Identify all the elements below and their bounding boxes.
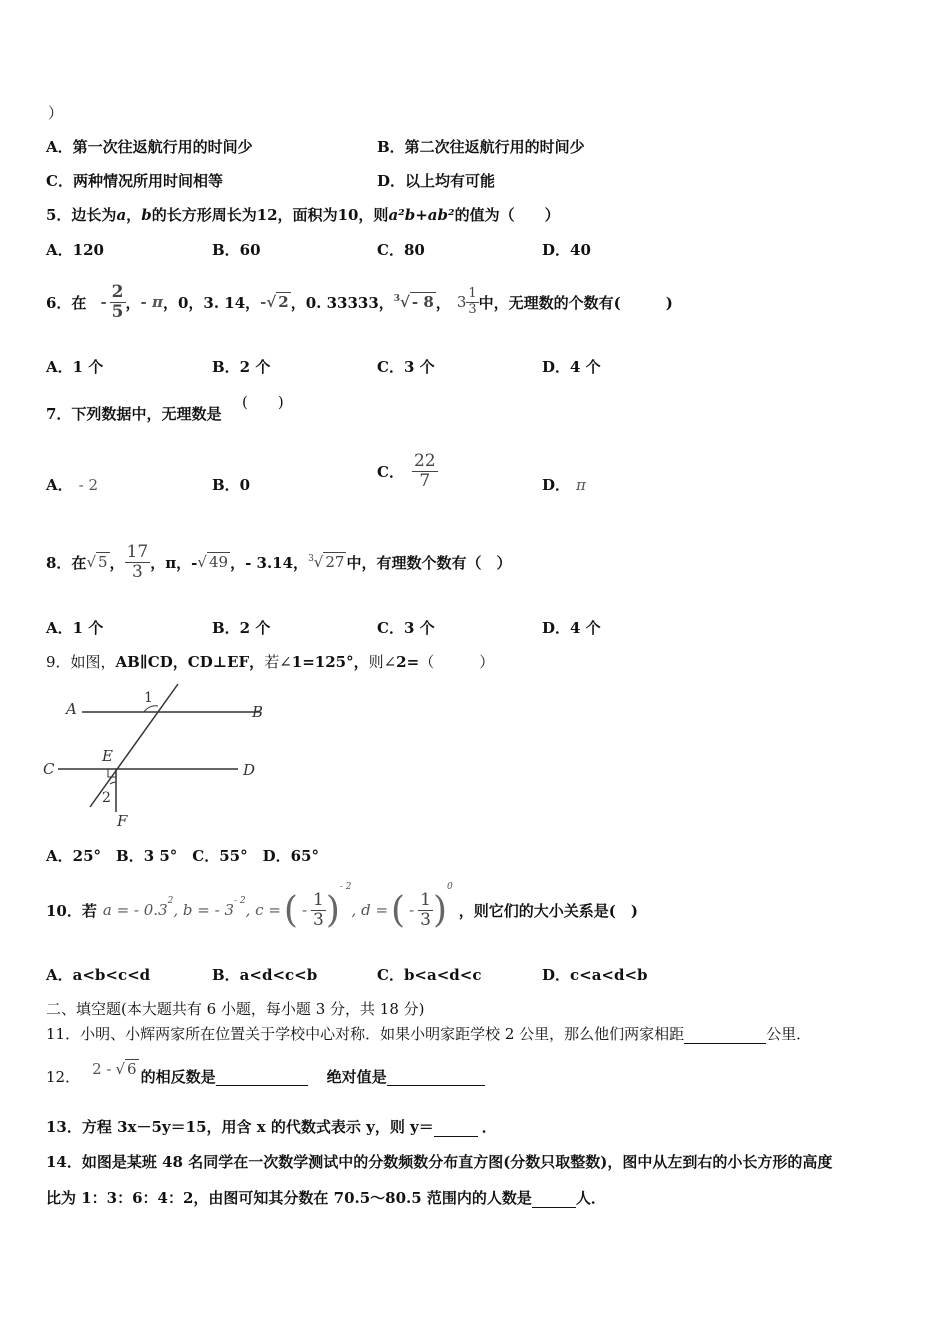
q7-option-a-label: A．: [46, 476, 73, 494]
q5-expression: a²b+ab²: [388, 206, 455, 224]
q11-answer-blank[interactable]: [684, 1025, 766, 1044]
q5-var-b: b: [141, 206, 152, 224]
q11-suffix: 公里．: [766, 1025, 812, 1043]
q10-d-rparen: ): [432, 889, 448, 931]
q6-option-a[interactable]: A．1 个: [46, 358, 104, 376]
q7-option-c-num: 22: [413, 450, 436, 471]
fig-label-angle-1: 1: [144, 690, 153, 706]
q10-c-fraction: [311, 891, 326, 929]
q6-neg-sqrt-sign: -: [260, 293, 267, 311]
q6-list: ，0，3. 14，: [162, 293, 261, 312]
q6-suffix: 中，无理数的个数有( ): [478, 293, 673, 312]
q6-option-d[interactable]: D．4 个: [542, 358, 601, 376]
q5-sep: ，: [126, 206, 142, 224]
q6-sqrt-2-radicand: 2: [278, 293, 289, 311]
q6-option-b[interactable]: B．2 个: [212, 358, 271, 376]
q9-mid-2: 则∠: [368, 653, 397, 671]
q6-mixed-num: 1: [468, 286, 477, 302]
q8-prefix: 8．在: [46, 553, 87, 572]
q8-suffix: 中，有理数个数有（ ）: [346, 553, 512, 572]
fig-label-e: E: [102, 747, 113, 765]
q6-question: [46, 272, 673, 332]
q10-option-b[interactable]: B．a<d<c<b: [212, 966, 318, 984]
q6-neg-pi: - π: [140, 293, 163, 311]
q10-c-den: 3: [313, 909, 324, 930]
angle-2-arc: [110, 782, 116, 784]
q9-condition: AB∥CD，CD⊥EF，: [115, 653, 265, 671]
q9-paren: （ ）: [419, 653, 495, 671]
q5-var-a: a: [116, 206, 127, 224]
q10-exp-b: - 2: [233, 896, 246, 906]
q7-option-a[interactable]: [46, 474, 98, 495]
q8-sqrt-5: √ 5: [86, 553, 108, 571]
fig-label-c: C: [43, 760, 55, 778]
q9-prefix: 9．如图，: [46, 653, 116, 671]
q7-paren: ( ): [242, 393, 284, 411]
q13-answer-blank[interactable]: [434, 1118, 478, 1137]
q12-question: [46, 1058, 485, 1094]
fig-label-a: A: [66, 700, 77, 718]
q5-mid: 的长方形周长为12，面积为10，则: [151, 206, 389, 224]
q7-option-c-label: C．: [377, 462, 404, 481]
q14-line-2: [46, 1187, 606, 1208]
fig-label-angle-2: 2: [102, 790, 111, 806]
q6-mixed-fraction: [466, 287, 478, 317]
q4-option-a[interactable]: A．第一次往返航行用的时间少: [46, 138, 253, 156]
q8-sqrt-5-radicand: 5: [98, 553, 108, 571]
q9-question: [46, 651, 494, 672]
q10-d-num: 1: [420, 889, 431, 910]
q7-option-d-label: D．: [542, 476, 571, 494]
q10-expr-a: a = - 0.3: [102, 901, 168, 919]
q10-prefix: 10．若: [46, 901, 97, 920]
q10-c-rparen: ): [325, 889, 340, 931]
q13-suffix: ．: [481, 1118, 497, 1136]
q10-expr-c: , c =: [245, 901, 281, 919]
q7-option-d-value: π: [576, 476, 586, 494]
q7-option-c-den: 7: [412, 471, 438, 491]
q14-answer-blank[interactable]: [532, 1189, 576, 1208]
q7-option-c-fraction: [412, 452, 438, 490]
q6-frac-den: 5: [111, 301, 124, 322]
q8-option-c[interactable]: C．3 个: [377, 619, 435, 637]
q8-question: [46, 532, 511, 592]
q10-c-lparen: (: [283, 889, 298, 931]
q6-sqrt-2: √ 2: [266, 293, 289, 311]
q8-list-2: ，- 3.14，: [230, 553, 309, 572]
q10-d-den: 3: [420, 909, 431, 930]
q9-condition-2: 1=125°，: [291, 653, 369, 671]
q7-option-b[interactable]: B．0: [212, 476, 251, 494]
q7-option-c[interactable]: [377, 446, 438, 496]
q8-fraction: [125, 543, 151, 581]
q10-option-c[interactable]: C．b<a<d<c: [377, 966, 482, 984]
q10-exp-a: 2: [167, 896, 174, 906]
q4-option-c[interactable]: C．两种情况所用时间相等: [46, 172, 223, 190]
q10-question: [46, 878, 638, 942]
q8-frac-den: 3: [125, 562, 151, 582]
q8-comma-1: ，: [109, 553, 125, 572]
q10-option-a[interactable]: A．a<b<c<d: [46, 966, 151, 984]
q9-mid: 若∠: [264, 653, 292, 671]
q12-sqrt-6: √ 6: [115, 1060, 137, 1078]
q10-c-num: 1: [313, 889, 324, 910]
q5-suffix: 的值为（ ）: [454, 206, 560, 224]
q14-line-1: 14．如图是某班 48 名同学在一次数学测试中的分数频数分布直方图(分数只取整数)，图中从左到右的小长方形的高度: [46, 1153, 833, 1171]
q10-d-lparen: (: [391, 889, 406, 931]
q13-text: 13．方程 3x－5y＝15，用含 x 的代数式表示 y，则 y＝: [46, 1118, 434, 1136]
fig-label-d: D: [243, 761, 256, 779]
q14-line-2-text: 比为 1：3：6：4：2，由图可知其分数在 70.5～80.5 范围内的人数是: [46, 1189, 532, 1207]
angle-1-arc: [144, 706, 158, 712]
q6-cbrt-index: 3: [393, 294, 401, 304]
q6-frac-num: 2: [111, 281, 124, 302]
q8-option-d[interactable]: D．4 个: [542, 619, 601, 637]
transversal-line: [90, 684, 178, 807]
q12-prefix: 12．: [46, 1067, 81, 1086]
q4-tail: ）: [48, 104, 64, 122]
q5-option-a[interactable]: A．120: [46, 241, 104, 259]
q10-exp-d: 0: [447, 882, 453, 892]
q6-mixed-whole: 3: [456, 293, 467, 311]
q12-abs-label: 绝对值是: [311, 1067, 387, 1086]
fig-label-b: B: [252, 703, 264, 721]
q12-sqrt-6-radicand: 6: [127, 1060, 137, 1078]
q6-cbrt-neg8: $^3$√ - 8: [393, 293, 434, 311]
q5-prefix: 5．边长为: [46, 206, 117, 224]
q4-option-b[interactable]: B．第二次往返航行用的时间少: [377, 138, 585, 156]
q6-comma-2: ，0. 33333，: [290, 293, 394, 312]
q10-exp-c: - 2: [339, 882, 352, 892]
q8-cbrt-index: 3: [308, 554, 314, 564]
q10-c-sign: -: [301, 901, 308, 919]
q9-options[interactable]: A．25° B．3 5° C．55° D．65°: [46, 847, 319, 865]
q7-option-d[interactable]: [542, 474, 586, 495]
q12-abs-blank[interactable]: [387, 1067, 485, 1086]
q11-prefix: 11．小明、小辉两家所在位置关于学校中心对称．如果小明家距学校 2 公里，那么他们两家相距: [46, 1025, 685, 1043]
q12-opposite-blank[interactable]: [216, 1067, 308, 1086]
q5-option-d[interactable]: D．40: [542, 241, 591, 259]
q9-figure: [40, 680, 280, 830]
q6-mixed-den: 3: [468, 301, 477, 317]
q6-comma-3: ，: [435, 293, 451, 312]
q13-question: [46, 1116, 497, 1137]
q8-option-b[interactable]: B．2 个: [212, 619, 271, 637]
q10-expr-b: , b = - 3: [173, 901, 234, 919]
q8-sqrt-49-radicand: 49: [208, 553, 229, 571]
q6-cbrt-radicand: - 8: [411, 293, 434, 311]
q8-cbrt-27: $^3$√ 27: [308, 553, 345, 571]
q6-prefix: 6．在: [46, 293, 87, 312]
q7-prefix: 7．下列数据中，无理数是: [46, 405, 222, 423]
q10-option-d[interactable]: D．c<a<d<b: [542, 966, 648, 984]
q10-d-sign: -: [409, 901, 415, 919]
q10-expr-d: , d =: [351, 901, 389, 919]
section-2-title: 二、填空题(本大题共有 6 小题，每小题 3 分，共 18 分): [46, 1000, 425, 1018]
fig-label-f: F: [117, 812, 128, 830]
q8-cbrt-radicand: 27: [325, 553, 345, 571]
q4-option-d[interactable]: D．以上均有可能: [377, 172, 496, 190]
q14-suffix: 人．: [575, 1189, 606, 1207]
q6-comma-1: ，: [125, 293, 141, 312]
q12-expr-lead: 2 -: [92, 1060, 112, 1078]
q5-option-c[interactable]: C．80: [377, 241, 425, 259]
q6-option-c[interactable]: C．3 个: [377, 358, 435, 376]
q12-mid: 的相反数是: [140, 1067, 216, 1086]
q10-suffix: ，则它们的大小关系是( ): [458, 901, 638, 920]
q8-sqrt-49: √ 49: [197, 553, 229, 571]
q8-frac-num: 17: [126, 541, 149, 562]
q7-option-a-value: - 2: [78, 476, 99, 494]
q8-list-1: ，π，-: [150, 553, 198, 572]
q9-condition-3: 2=: [396, 653, 420, 671]
q8-option-a[interactable]: A．1 个: [46, 619, 104, 637]
q10-d-fraction: [418, 891, 433, 929]
q11-question: [46, 1023, 811, 1044]
q5-option-b[interactable]: B．60: [212, 241, 261, 259]
q5-question: [46, 204, 560, 225]
q6-fraction: [110, 283, 126, 321]
q6-neg-sign: -: [100, 293, 107, 311]
